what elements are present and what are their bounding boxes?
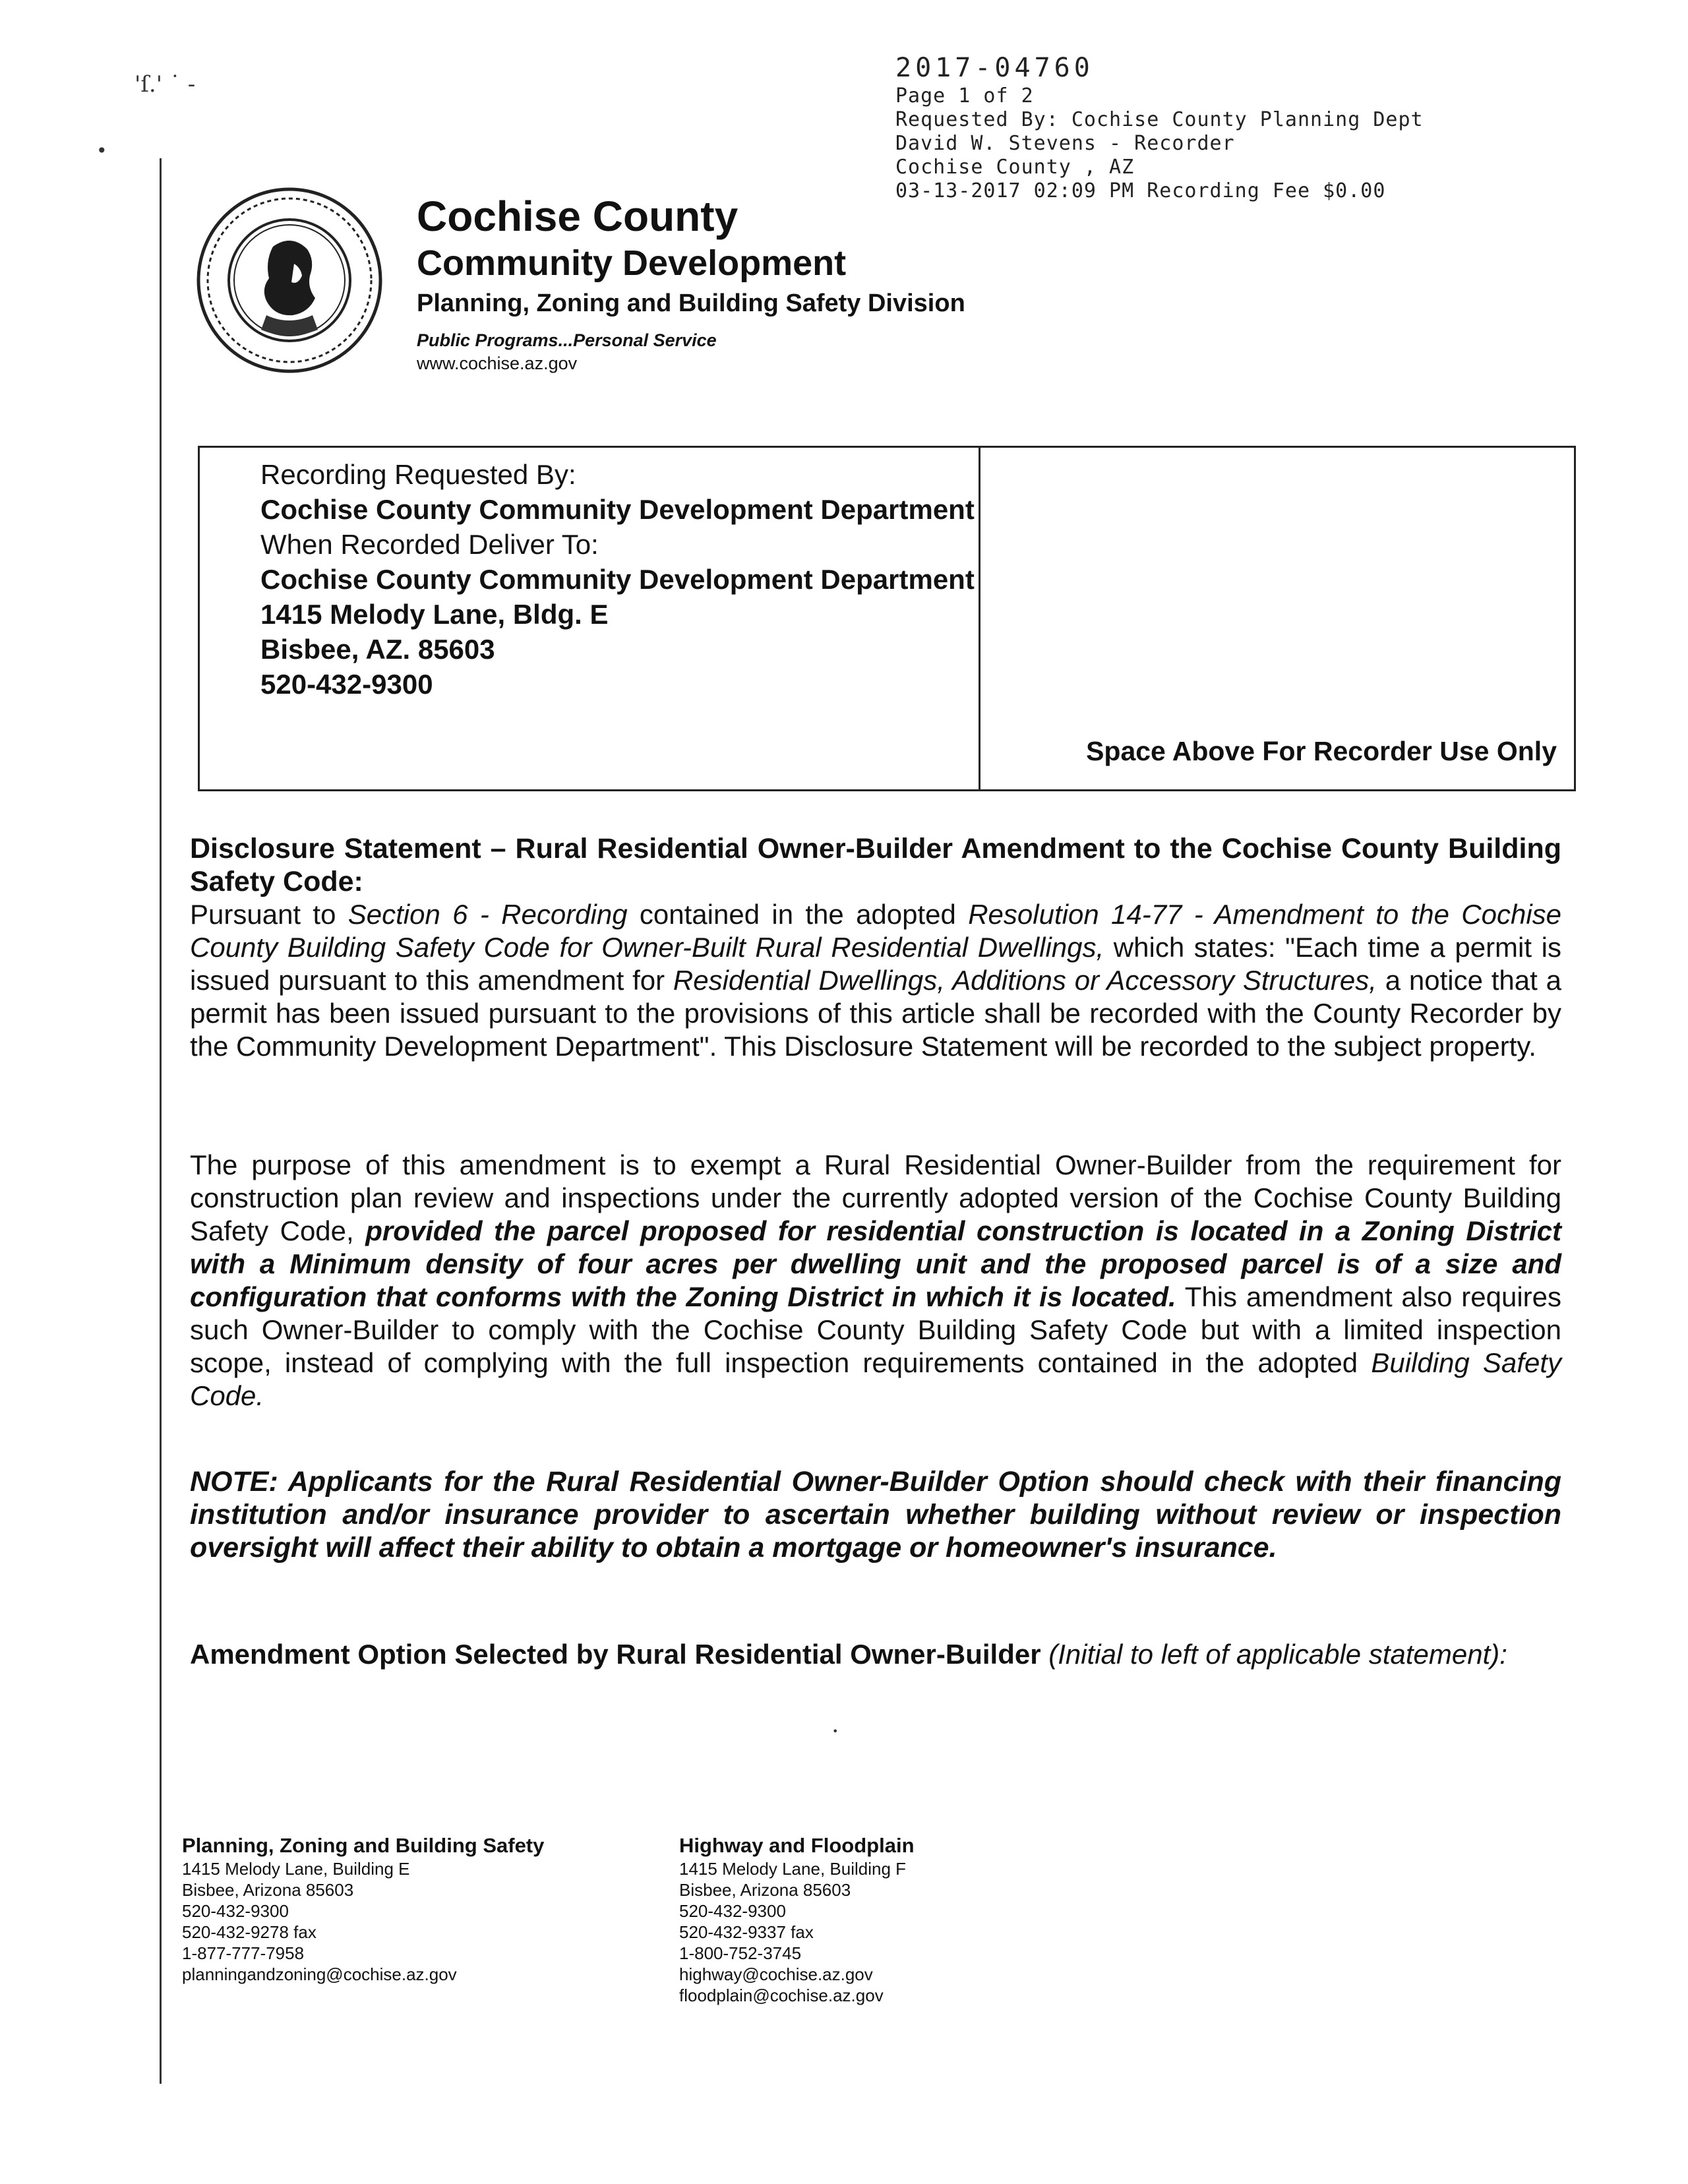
stamp-date-fee: 03-13-2017 02:09 PM Recording Fee $0.00 [895, 179, 1386, 202]
county-name: Cochise County [417, 193, 738, 240]
recording-info-box [198, 446, 1576, 791]
stamp-recorder: David W. Stevens - Recorder [895, 132, 1235, 155]
p1-section-ref: Section 6 - Recording [347, 899, 628, 930]
footer-left-title: Planning, Zoning and Building Safety [182, 1834, 545, 1857]
footer-right-address: 1415 Melody Lane, Building F [679, 1859, 907, 1879]
p2-condition: provided the parcel proposed for residential construction is located in a Zoning District with a Minimum density of four acres per dwelling unit and the proposed parcel is of a size and configuration that conforms with the Zoning District in which it is located. [190, 1215, 1561, 1312]
amendment-option-instruction: (Initial to left of applicable statement): [1048, 1639, 1507, 1670]
p1-text-d: a notice that a permit has been issued pursuant to the provisions of this article shall be recorded with the County Recorder by the Community Development Department". This Disclosure Statement will be recorded to the subject property. [190, 965, 1561, 1062]
footer-right-title: Highway and Floodplain [679, 1834, 915, 1857]
disclosure-heading: Disclosure Statement – Rural Residential Owner-Builder Amendment to the Cochise County Building Safety Code: [190, 833, 1561, 897]
footer-right-tollfree: 1-800-752-3745 [679, 1943, 802, 1963]
footer-left-city: Bisbee, Arizona 85603 [182, 1880, 354, 1900]
footer-right-city: Bisbee, Arizona 85603 [679, 1880, 851, 1900]
p1-text-c: which states: "Each time a permit is issued pursuant to this amendment for [190, 932, 1561, 996]
letterhead [417, 191, 965, 375]
scan-artifact-dot-2: • [832, 1725, 839, 1738]
scan-artifact-mark: 'ſ.' ˙ - [135, 71, 196, 98]
footer-highway-contact [679, 1833, 915, 2006]
recording-stamp [895, 51, 1555, 203]
disclosure-paragraph-2 [190, 1149, 1561, 1412]
recording-number: 2017-04760 [895, 53, 1094, 83]
stamp-page: Page 1 of 2 [895, 84, 1034, 107]
department-name: Community Development [417, 243, 847, 283]
footer-planning-contact [182, 1833, 544, 1985]
amendment-option-title: Amendment Option Selected by Rural Residential Owner-Builder [190, 1639, 1041, 1670]
amendment-option-line [190, 1638, 1561, 1671]
recorder-use-note: Space Above For Recorder Use Only [1086, 736, 1557, 766]
p1-structures-ref: Residential Dwellings, Additions or Accessory Structures, [673, 965, 1377, 996]
p2-text-b: This amendment also requires such Owner-Builder to comply with the Cochise County Building Safety Code but with a limited inspection scope, instead of complying with the full inspection requirements contained in the adopted [190, 1281, 1562, 1378]
purpose-paragraph [190, 1149, 1561, 1412]
tagline: Public Programs...Personal Service [417, 330, 717, 350]
p1-text-a: Pursuant to [190, 899, 348, 930]
scan-artifact-dot: • [96, 140, 107, 162]
county-seal-icon [195, 186, 384, 375]
address-line-2: Bisbee, AZ. 85603 [260, 634, 495, 665]
recording-request-panel [200, 448, 980, 789]
applicant-note: NOTE: Applicants for the Rural Residential Owner-Builder Option should check with their financing institution and/or insurance provider to ascertain whether building without review or inspection oversight will affect their ability to obtain a mortgage or homeowner's insurance. [190, 1466, 1561, 1563]
website-link[interactable]: www.cochise.az.gov [417, 353, 578, 373]
footer-right-email-highway[interactable]: highway@cochise.az.gov [679, 1964, 873, 1984]
deliver-to-value: Cochise County Community Development Department [260, 564, 975, 595]
disclosure-paragraph-1 [190, 898, 1561, 1063]
requested-by-value: Cochise County Community Development Department [260, 494, 975, 525]
disclosure-section [190, 832, 1561, 1063]
stamp-requested-by: Requested By: Cochise County Planning Dept [895, 108, 1424, 131]
p1-text-b: contained in the adopted [627, 899, 969, 930]
note-paragraph [190, 1465, 1561, 1564]
p1-resolution-ref: Resolution 14-77 - Amendment to the Cochise County Building Safety Code for Owner-Built Rural Residential Dwellings, [190, 899, 1562, 963]
phone-number: 520-432-9300 [260, 669, 433, 700]
division-name: Planning, Zoning and Building Safety Division [417, 289, 965, 317]
footer-left-address: 1415 Melody Lane, Building E [182, 1859, 410, 1879]
footer-left-email[interactable]: planningandzoning@cochise.az.gov [182, 1964, 457, 1984]
p2-code-ref: Building Safety Code. [190, 1347, 1561, 1411]
footer-left-fax: 520-432-9278 fax [182, 1922, 316, 1942]
stamp-county: Cochise County , AZ [895, 156, 1135, 179]
margin-rule [160, 158, 162, 2084]
recorder-use-panel [980, 448, 1574, 789]
deliver-to-label: When Recorded Deliver To: [260, 529, 599, 560]
footer-right-phone: 520-432-9300 [679, 1901, 786, 1921]
footer-left-tollfree: 1-877-777-7958 [182, 1943, 305, 1963]
footer-right-email-floodplain[interactable]: floodplain@cochise.az.gov [679, 1986, 884, 2005]
footer-left-phone: 520-432-9300 [182, 1901, 289, 1921]
requested-by-label: Recording Requested By: [260, 459, 576, 490]
amendment-option [190, 1638, 1561, 1671]
p2-text-a: The purpose of this amendment is to exempt a Rural Residential Owner-Builder from the requirement for construction plan review and inspections under the currently adopted version of the Cochise County Building Safety Code, [190, 1149, 1561, 1246]
address-line-1: 1415 Melody Lane, Bldg. E [260, 599, 609, 630]
footer-right-fax: 520-432-9337 fax [679, 1922, 814, 1942]
